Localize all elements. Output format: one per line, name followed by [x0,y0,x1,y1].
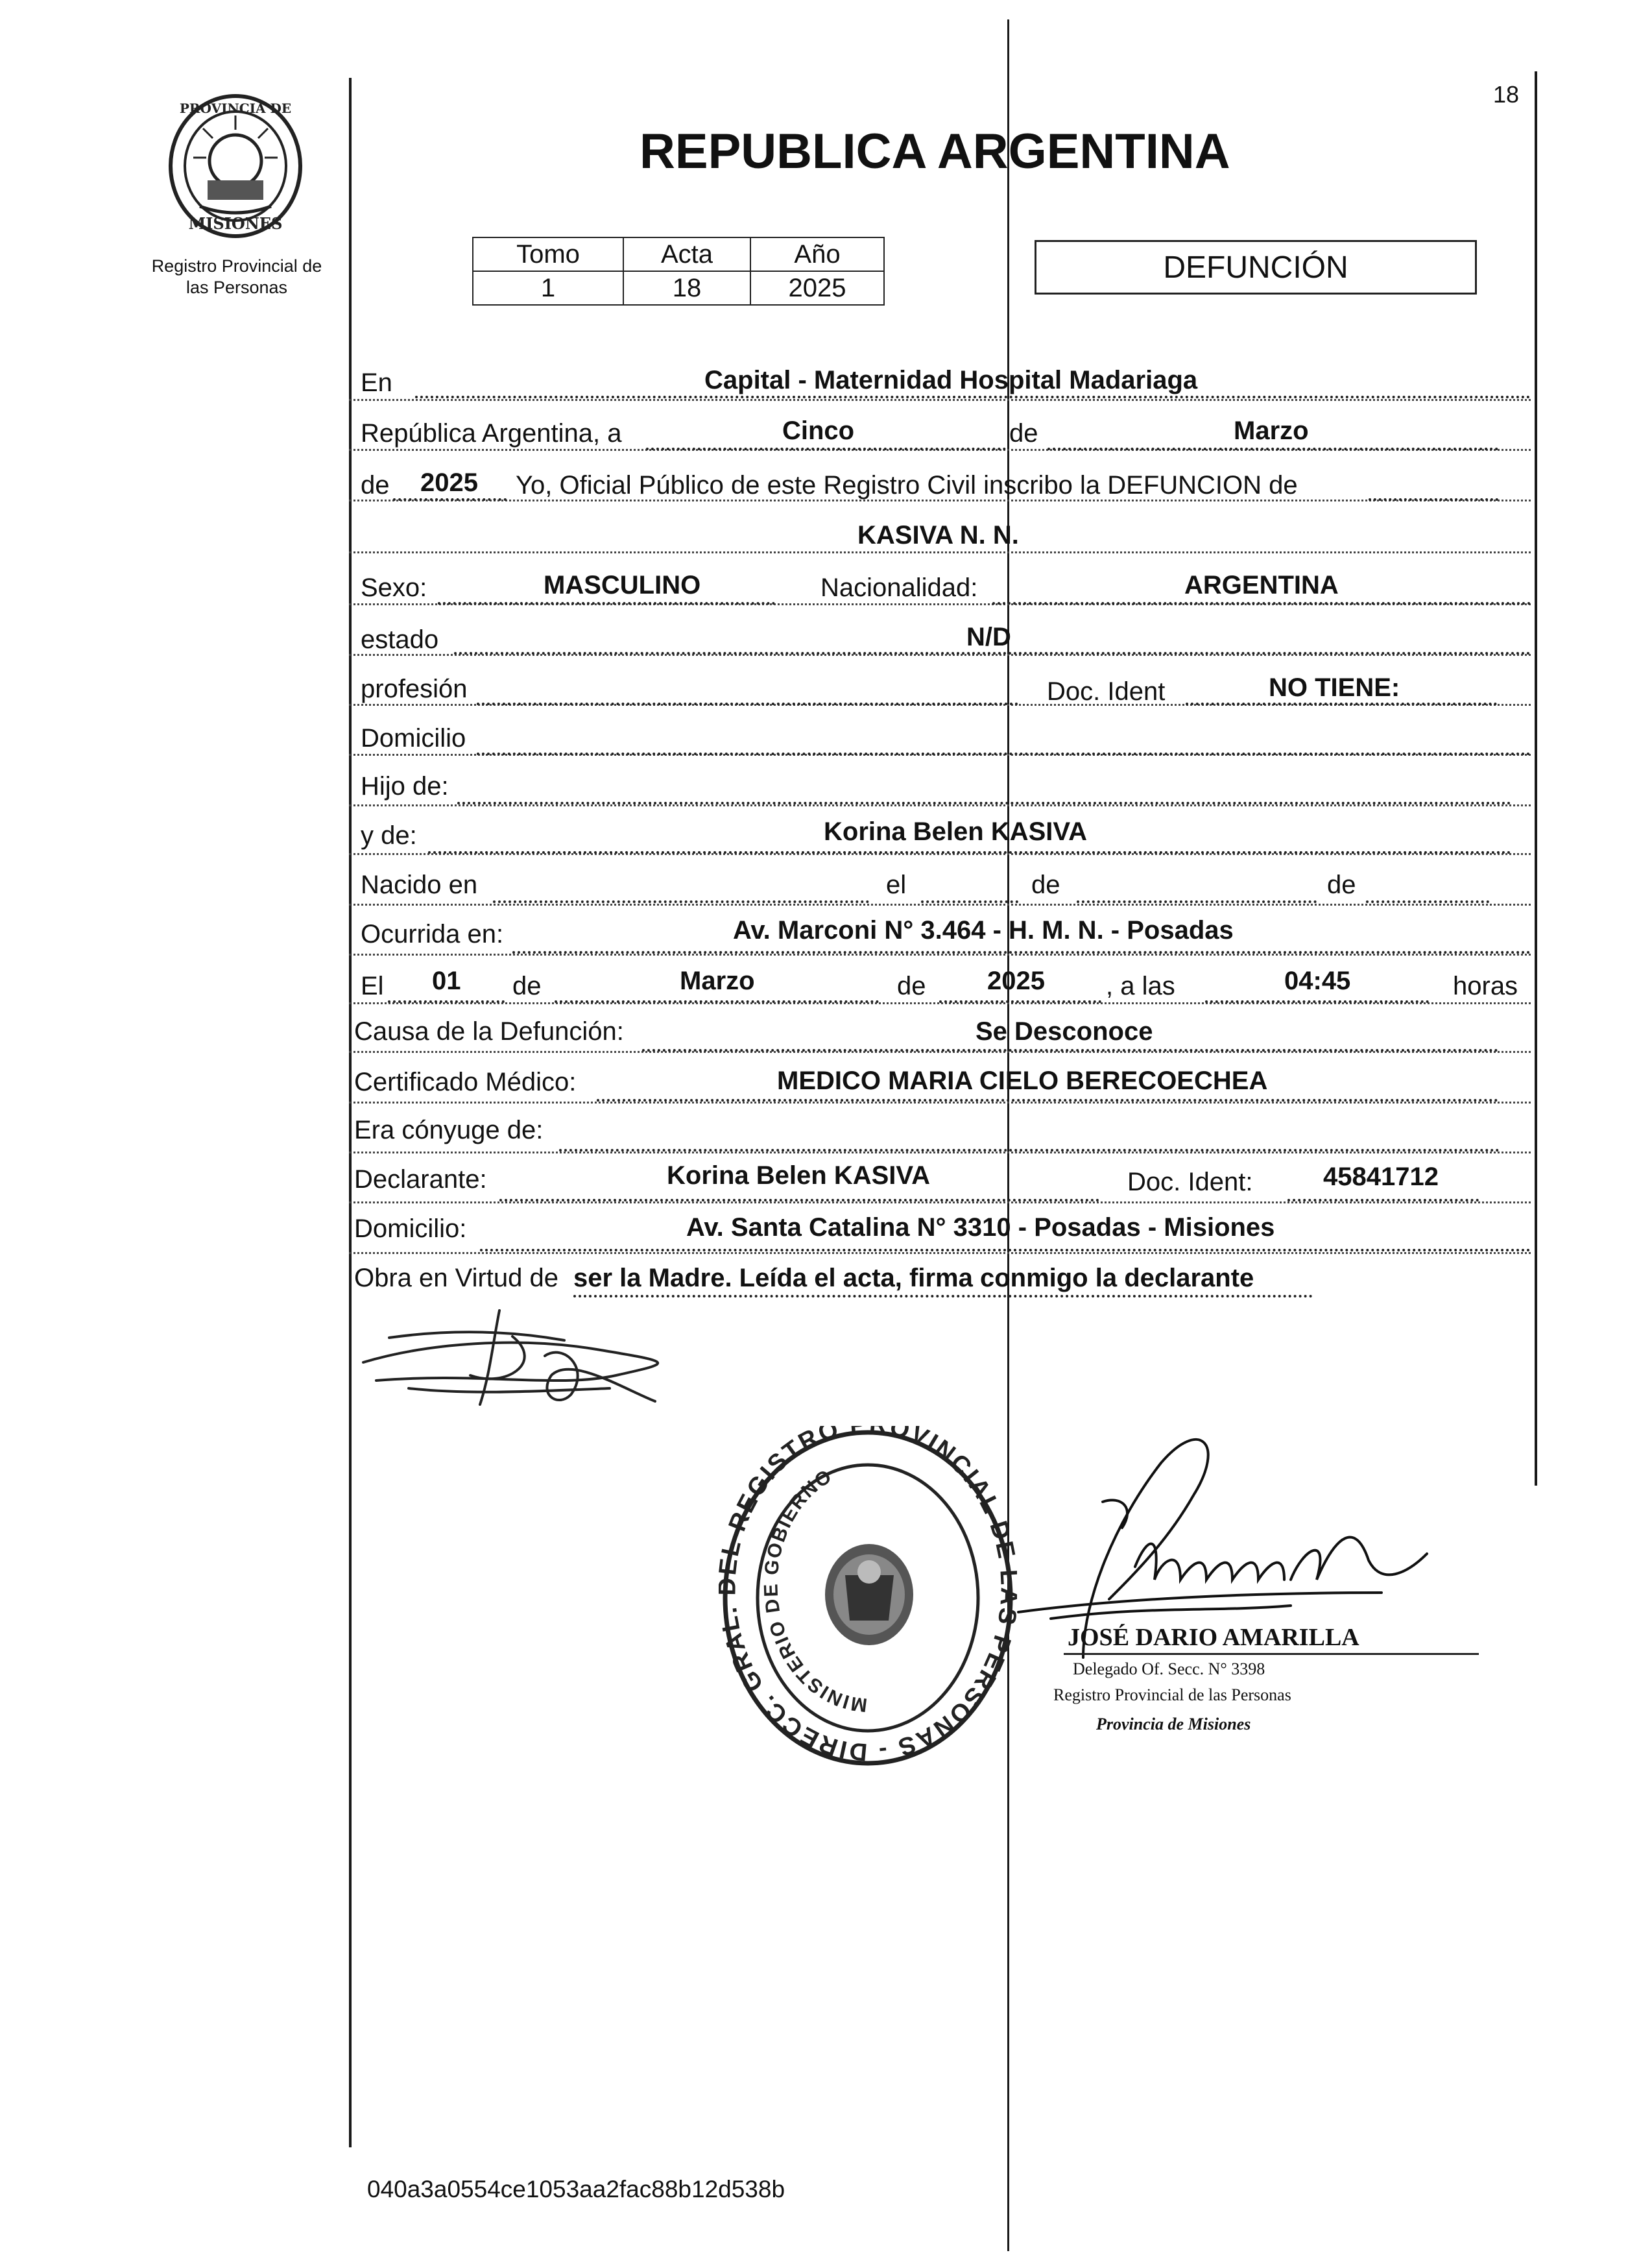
causa-dots [642,1049,1498,1052]
page-number: 18 [1493,81,1520,108]
ref-value-tomo: 1 [473,271,623,305]
domicilio2-dots [480,1249,1531,1251]
rep-month-dots [1047,448,1498,450]
ref-table [472,237,885,306]
conyuge-dots [559,1149,1500,1152]
hora-dots [1205,1000,1429,1003]
estado-dots [454,652,1531,655]
nacionalidad-value: ARGENTINA [1184,571,1339,599]
row-divider [349,804,1531,806]
official-line3: Provincia de Misiones [1096,1715,1251,1733]
official-name: JOSÉ DARIO AMARILLA [1068,1624,1359,1651]
rep-month-value: Marzo [1234,416,1309,445]
estado-label: estado [361,625,439,654]
domicilio-dots [477,753,1531,755]
row-divider [349,904,1531,906]
official-name-underline [1064,1653,1479,1655]
ref-header-anio: Año [750,237,884,271]
row-divider [349,551,1531,553]
year-de-label: de [361,471,390,500]
certificado-dots [597,1099,1498,1102]
el2-month-value: Marzo [680,967,755,995]
official-line2: Registro Provincial de las Personas [1053,1685,1291,1704]
en-label: En [361,368,392,397]
el2-day-value: 01 [432,967,461,995]
seal-bottom-text: MISIONES [188,214,283,233]
nacido-el-dots [921,900,1018,903]
doc-ident2-dots [1287,1199,1479,1201]
rep-label: República Argentina, a [361,419,622,448]
rep-day-dots [646,448,1006,450]
el2-de2-label: de [897,972,926,1000]
en-dots [415,396,1531,398]
el2-year-dots [939,1000,1101,1003]
el2-year-value: 2025 [987,967,1045,995]
nacionalidad-label: Nacionalidad: [820,573,978,602]
sexo-value: MASCULINO [544,571,701,599]
profesion-label: profesión [361,675,468,703]
obra-label: Obra en Virtud de [354,1264,559,1292]
el2-de-label: de [512,972,542,1000]
center-scan-line [1007,19,1009,2251]
doc-ident-value: NO TIENE: [1269,673,1400,702]
hijo-dots [457,802,1511,804]
alas-label: , a las [1106,972,1175,1000]
row-divider [349,954,1531,956]
issuer-line2: las Personas [186,278,288,297]
oficial-dots [1369,498,1498,501]
yde-value: Korina Belen KASIVA [824,817,1087,846]
el2-month-dots [555,1000,879,1003]
page-title: REPUBLICA ARGENTINA [640,124,1230,179]
horas-label: horas [1453,972,1518,1000]
doc-ident-dots [1186,703,1497,705]
sexo-label: Sexo: [361,573,427,602]
deceased-name: KASIVA N. N. [857,521,1019,549]
profesion-dots [477,703,1018,705]
obra-value: ser la Madre. Leída el acta, firma conmigo la declarante [573,1264,1254,1292]
sexo-dots [438,602,775,605]
domicilio-label: Domicilio [361,724,466,753]
declarant-signature [350,1297,688,1421]
declarante-value: Korina Belen KASIVA [667,1161,930,1190]
ref-header-acta: Acta [623,237,750,271]
document-hash: 040a3a0554ce1053aa2fac88b12d538b [367,2176,785,2202]
certificado-label: Certificado Médico: [354,1068,577,1096]
year-value: 2025 [420,468,478,497]
el2-label: El [361,972,384,1000]
nacido-de-label: de [1031,871,1060,899]
doc-ident2-label: Doc. Ident: [1127,1168,1253,1196]
row-divider [349,1252,1531,1254]
seal-top-text: PROVINCIA DE [179,101,292,116]
el2-day-dots [388,1000,505,1003]
nacido-de2-dots [1366,900,1489,903]
nacido-de2-label: de [1327,871,1356,899]
nacionalidad-dots [992,602,1531,605]
declarante-dots [499,1199,1099,1201]
estado-value: N/D [966,623,1011,651]
nacido-el-label: el [886,871,907,899]
doc-ident-label: Doc. Ident [1047,677,1166,706]
row-divider [349,399,1531,401]
left-margin-line [349,78,352,2147]
yde-label: y de: [361,821,417,850]
nacido-label: Nacido en [361,871,478,899]
rep-day-value: Cinco [782,416,855,445]
domicilio2-label: Domicilio: [354,1214,467,1243]
declarante-label: Declarante: [354,1165,487,1194]
ocurrida-label: Ocurrida en: [361,920,504,948]
ocurrida-dots [512,951,1531,954]
row-divider [349,500,1531,501]
hora-value: 04:45 [1284,967,1351,995]
yde-dots [428,851,1511,854]
en-value: Capital - Maternidad Hospital Madariaga [704,366,1198,394]
row-divider [349,1152,1531,1153]
oficial-text: Yo, Oficial Público de este Registro Civil inscribo la DEFUNCION de [516,471,1298,500]
ref-value-anio: 2025 [750,271,884,305]
ref-value-acta: 18 [623,271,750,305]
official-line1: Delegado Of. Secc. N° 3398 [1073,1659,1265,1678]
ocurrida-value: Av. Marconi N° 3.464 - H. M. N. - Posadas [733,916,1234,945]
right-margin-line [1535,71,1537,1486]
doc-ident2-value: 45841712 [1323,1163,1439,1191]
certificado-value: MEDICO MARIA CIELO BERECOECHEA [777,1067,1268,1095]
ref-header-tomo: Tomo [473,237,623,271]
nacido-dots [493,900,869,903]
issuer-line1: Registro Provincial de [151,256,322,276]
year-dots [393,498,507,501]
nacido-de-dots [1077,900,1317,903]
rep-de-label: de [1009,419,1038,448]
stamp-outer-text: DIRECC. GRAL L REGISTRO OVINCIAL D PERSONAS - [719,1426,1016,1766]
causa-label: Causa de la Defunción: [354,1017,624,1046]
conyuge-label: Era cónyuge de: [354,1116,544,1144]
row-divider [349,1102,1531,1104]
hijo-label: Hijo de: [361,772,449,801]
causa-value: Se Desconoce [976,1017,1153,1046]
domicilio2-value: Av. Santa Catalina N° 3310 - Posadas - Misiones [686,1213,1275,1242]
province-seal-logo [161,90,310,239]
doc-type-box: DEFUNCIÓN [1035,240,1477,295]
row-divider [349,1201,1531,1203]
stamp-inner-text: MINISTERIO DE GOBIERNO [760,1465,868,1716]
